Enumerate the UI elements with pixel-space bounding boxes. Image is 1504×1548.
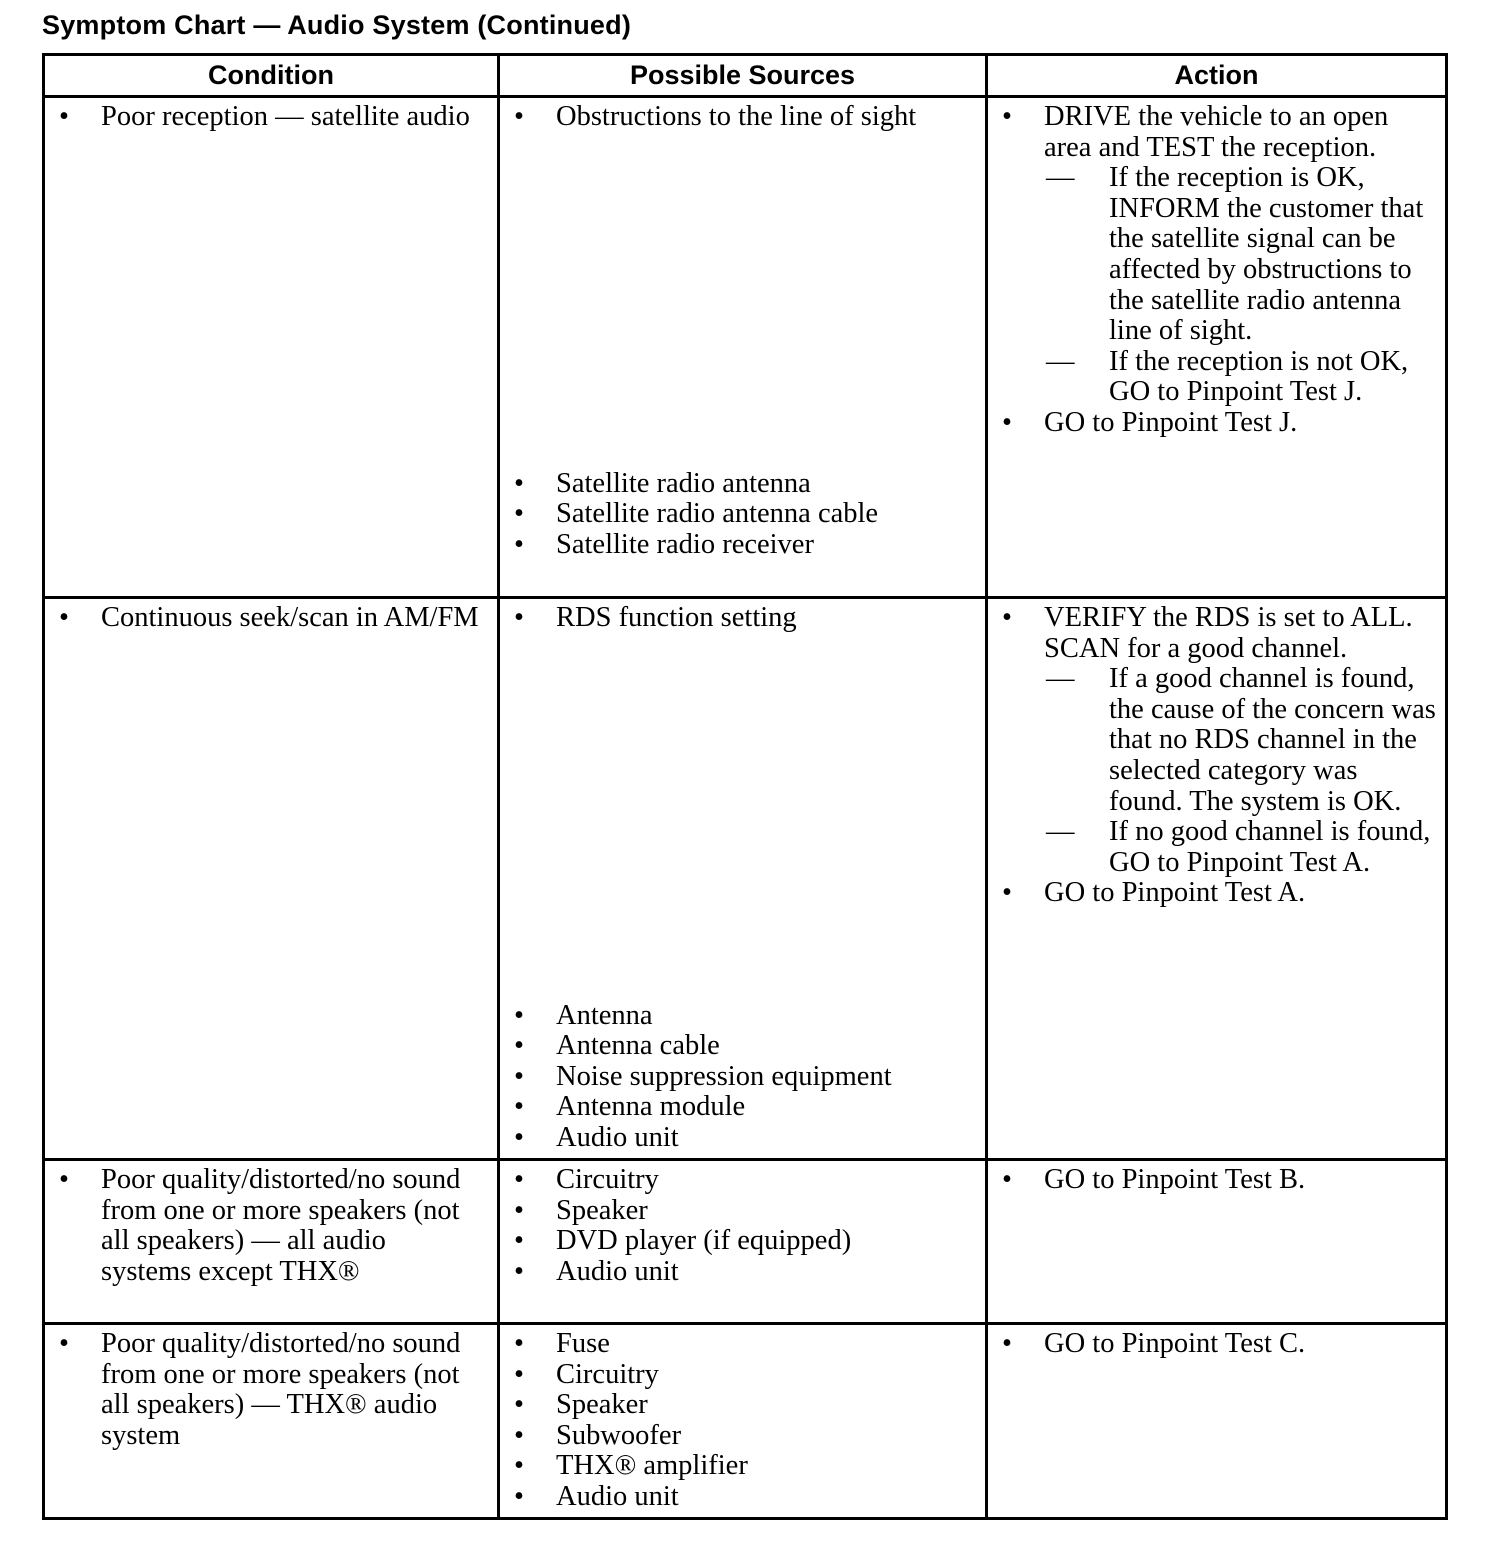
condition-item xyxy=(45,102,497,133)
bullet-icon: • xyxy=(514,602,524,633)
source-item xyxy=(500,530,985,561)
action-text: GO to Pinpoint Test B. xyxy=(1044,1164,1306,1195)
source-item xyxy=(500,469,985,500)
bullet-icon: • xyxy=(514,498,524,530)
source-item xyxy=(500,102,985,133)
source-text: Speaker xyxy=(556,1194,648,1226)
bullet-icon: • xyxy=(514,1194,524,1226)
bullet-icon: • xyxy=(514,1121,524,1153)
bullet-icon: • xyxy=(514,467,524,499)
source-text: Audio unit xyxy=(556,1121,679,1153)
table-row xyxy=(44,1160,1447,1324)
bullet-icon: • xyxy=(514,1164,524,1195)
bullet-icon: • xyxy=(514,528,524,560)
action-subtext: If no good channel is found, GO to Pinpoint Test A. xyxy=(1109,816,1431,878)
condition-cell xyxy=(44,1324,499,1519)
bullet-icon: • xyxy=(514,1060,524,1092)
condition-item xyxy=(45,1329,497,1451)
source-item xyxy=(500,499,985,530)
source-item xyxy=(500,1329,985,1360)
condition-cell xyxy=(44,97,499,598)
action-item xyxy=(988,1329,1445,1360)
action-subtext: If the reception is not OK, GO to Pinpoint Test J. xyxy=(1109,345,1409,408)
table-row xyxy=(44,598,1447,1160)
condition-cell xyxy=(44,598,499,1160)
source-item xyxy=(500,1451,985,1482)
source-text: Satellite radio antenna cable xyxy=(556,498,879,530)
bullet-icon: • xyxy=(514,1255,524,1287)
bullet-icon: • xyxy=(59,1328,69,1359)
bullet-icon: • xyxy=(1002,406,1012,438)
source-item xyxy=(500,1257,985,1288)
action-cell xyxy=(987,1324,1447,1519)
source-item xyxy=(500,1482,985,1513)
source-text: Audio unit xyxy=(556,1255,679,1287)
source-text: Satellite radio receiver xyxy=(556,528,814,560)
table-row xyxy=(44,1324,1447,1519)
bullet-icon: • xyxy=(514,1091,524,1123)
source-text: DVD player (if equipped) xyxy=(556,1225,852,1257)
action-text: VERIFY the RDS is set to ALL. SCAN for a good channel. xyxy=(1044,602,1413,664)
action-item xyxy=(988,408,1445,439)
source-item xyxy=(500,603,985,634)
source-item xyxy=(500,1421,985,1452)
header-possible-sources: Possible Sources xyxy=(499,55,987,97)
action-subitem xyxy=(988,664,1445,817)
bullet-icon: • xyxy=(514,999,524,1031)
bullet-icon: • xyxy=(514,101,524,132)
dash-icon: — xyxy=(1046,345,1075,377)
action-cell xyxy=(987,598,1447,1160)
source-item xyxy=(500,1196,985,1227)
action-item xyxy=(988,878,1445,909)
condition-text: Poor quality/distorted/no sound from one or more speakers (not all speakers) — THX® audio system xyxy=(101,1328,461,1451)
bullet-icon: • xyxy=(514,1389,524,1421)
source-item xyxy=(500,1226,985,1257)
condition-text: Poor reception — satellite audio xyxy=(101,101,470,132)
source-text: RDS function setting xyxy=(556,602,797,633)
bullet-icon: • xyxy=(59,1164,69,1195)
source-item xyxy=(500,1390,985,1421)
bullet-icon: • xyxy=(1002,1164,1012,1195)
action-cell xyxy=(987,1160,1447,1324)
table-row xyxy=(44,97,1447,598)
dash-icon: — xyxy=(1046,162,1075,194)
bullet-icon: • xyxy=(514,1328,524,1359)
bullet-icon: • xyxy=(514,1419,524,1451)
source-text: Fuse xyxy=(556,1328,610,1359)
page-title: Symptom Chart — Audio System (Continued) xyxy=(42,10,632,40)
source-text: Antenna module xyxy=(556,1091,746,1123)
bullet-icon: • xyxy=(1002,101,1012,132)
action-subtext: If a good channel is found, the cause of the concern was that no RDS channel in the selected category was found. The system is OK. xyxy=(1109,663,1436,817)
header-row xyxy=(44,55,1447,97)
source-text: Obstructions to the line of sight xyxy=(556,101,917,132)
bullet-icon: • xyxy=(514,1450,524,1482)
sources-cell xyxy=(499,1160,987,1324)
bullet-icon: • xyxy=(59,101,69,132)
bullet-icon: • xyxy=(514,1358,524,1390)
source-item xyxy=(500,1123,985,1154)
source-text: THX® amplifier xyxy=(556,1450,748,1482)
source-item xyxy=(500,1062,985,1093)
bullet-icon: • xyxy=(514,1225,524,1257)
bullet-icon: • xyxy=(1002,602,1012,633)
action-item xyxy=(988,603,1445,664)
source-item xyxy=(500,1001,985,1032)
condition-cell xyxy=(44,1160,499,1324)
source-text: Speaker xyxy=(556,1389,648,1421)
action-subitem xyxy=(988,817,1445,878)
source-item xyxy=(500,1092,985,1123)
condition-item xyxy=(45,603,497,634)
condition-text: Continuous seek/scan in AM/FM xyxy=(101,602,479,633)
action-cell xyxy=(987,97,1447,598)
source-text: Subwoofer xyxy=(556,1419,682,1451)
sources-cell xyxy=(499,598,987,1160)
source-text: Circuitry xyxy=(556,1164,659,1195)
condition-text: Poor quality/distorted/no sound from one or more speakers (not all speakers) — all audio systems except THX® xyxy=(101,1164,461,1287)
source-text: Noise suppression equipment xyxy=(556,1060,892,1092)
action-text: DRIVE the vehicle to an open area and TEST the reception. xyxy=(1044,101,1389,163)
source-text: Circuitry xyxy=(556,1358,659,1390)
action-item xyxy=(988,102,1445,163)
source-item xyxy=(500,1031,985,1062)
action-subtext: If the reception is OK, INFORM the customer that the satellite signal can be affected by obstructions to the satellite radio antenna line of sight. xyxy=(1109,162,1424,347)
bullet-icon: • xyxy=(514,1480,524,1512)
source-text: Audio unit xyxy=(556,1480,679,1512)
dash-icon: — xyxy=(1046,663,1075,695)
source-item xyxy=(500,1165,985,1196)
action-subitem xyxy=(988,347,1445,408)
action-text: GO to Pinpoint Test J. xyxy=(1044,406,1298,438)
bullet-icon: • xyxy=(59,602,69,633)
action-subitem xyxy=(988,163,1445,347)
source-item xyxy=(500,1360,985,1391)
action-text: GO to Pinpoint Test A. xyxy=(1044,877,1306,909)
action-item xyxy=(988,1165,1445,1196)
dash-icon: — xyxy=(1046,816,1075,848)
condition-item xyxy=(45,1165,497,1287)
sources-cell xyxy=(499,1324,987,1519)
header-condition: Condition xyxy=(44,55,499,97)
source-text: Antenna xyxy=(556,999,653,1031)
symptom-chart-table xyxy=(42,53,1448,1520)
header-action: Action xyxy=(987,55,1447,97)
source-text: Satellite radio antenna xyxy=(556,467,811,499)
source-text: Antenna cable xyxy=(556,1030,720,1062)
bullet-icon: • xyxy=(1002,877,1012,909)
bullet-icon: • xyxy=(514,1030,524,1062)
sources-cell xyxy=(499,97,987,598)
bullet-icon: • xyxy=(1002,1328,1012,1359)
action-text: GO to Pinpoint Test C. xyxy=(1044,1328,1306,1359)
